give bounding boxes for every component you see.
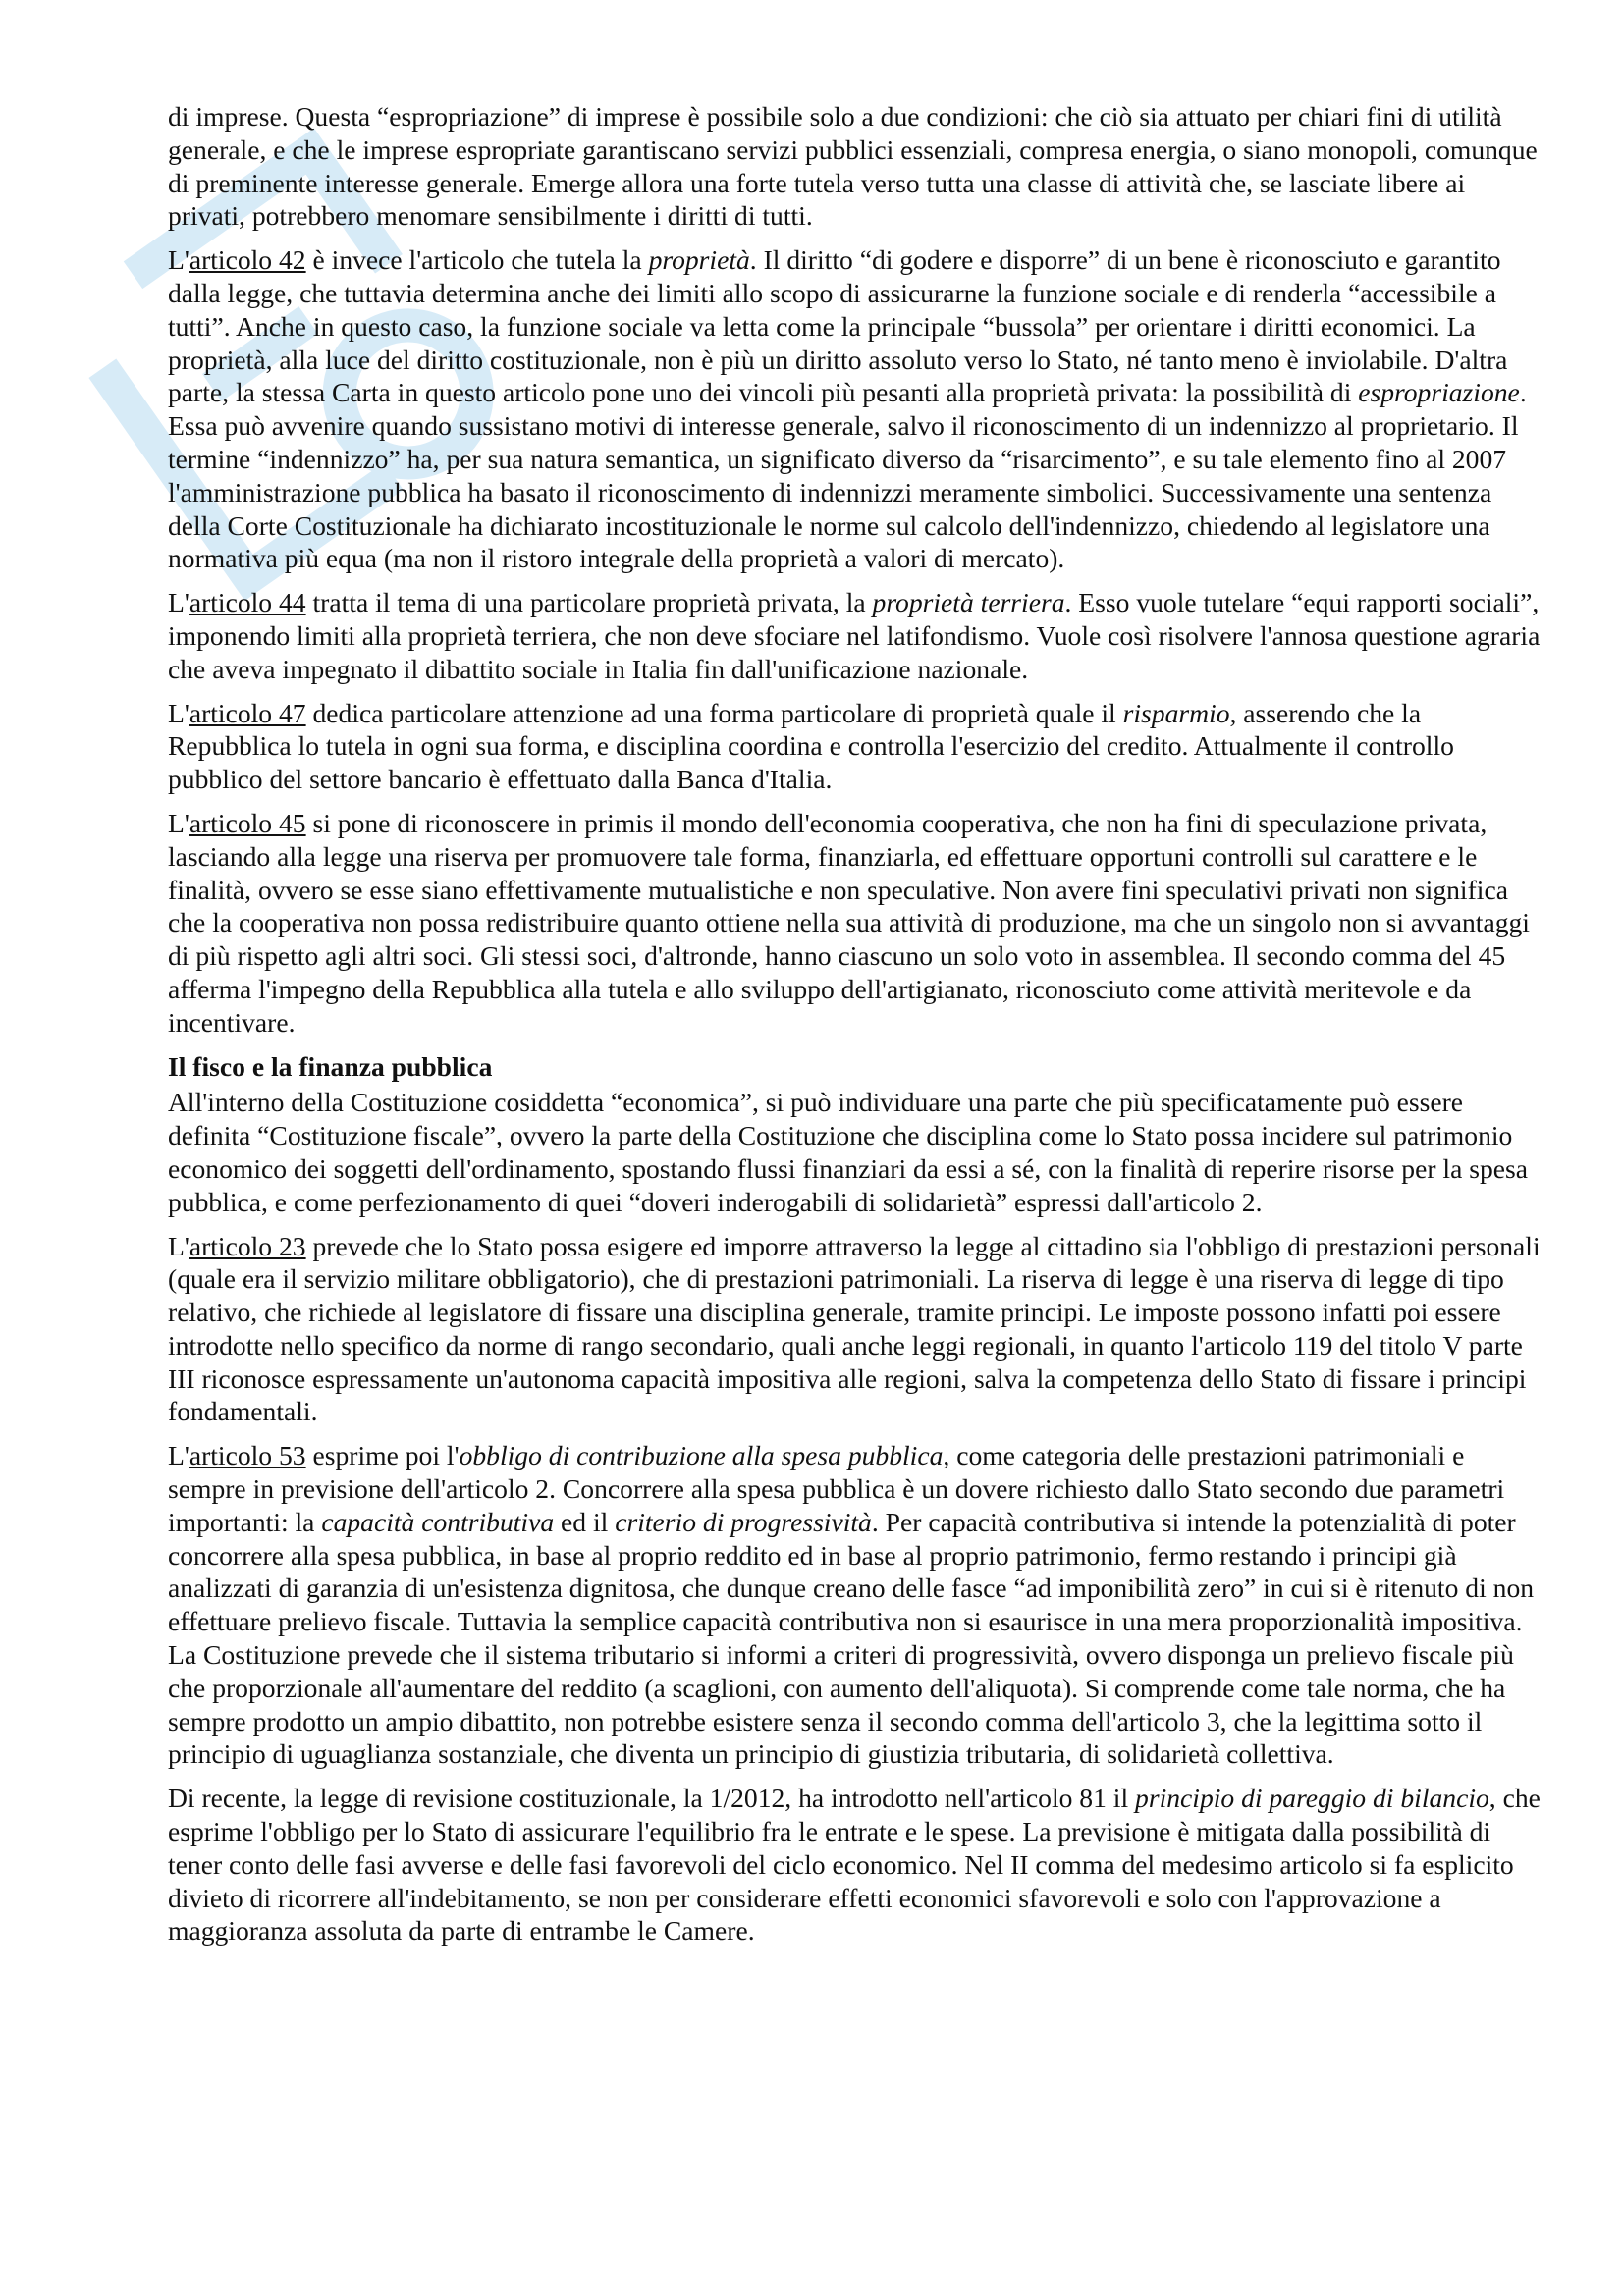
link-articolo-44[interactable]: articolo 44 [189,587,306,618]
paragraph-text: di imprese. Questa “espropriazione” di imprese è possibile solo a due condizioni: che ciò sia attuato per chiari fini di utilità generale, e che le imprese espropriate garantiscano servizi pubblici essenziali, compresa energia, o siano monopoli, comunque di preminente interesse generale. Emerge allora una forte tutela verso tutta una classe di attività che, se lasciate libere ai privati, potrebbero menomare sensibilmente i diritti di tutti. [168,101,1538,232]
text-segment: L' [168,244,189,276]
document-page [168,100,1542,1958]
paragraph-text: All'interno della Costituzione cosiddetta “economica”, si può individuare una parte che più specificatamente può essere definita “Costituzione fiscale”, ovvero la parte della Costituzione che disciplina come lo Stato possa incidere sul patrimonio economico dei soggetti dell'ordinamento, spostando flussi finanziari da essi a sé, con la finalità di reperire risorse per la spesa pubblica, e come perfezionamento di quei “doveri inderogabili di solidarietà” espressi dall'articolo 2. [168,1087,1528,1217]
paragraph-articolo-47 [168,697,1542,796]
paragraph-pareggio-bilancio [168,1782,1542,1948]
text-segment: esprime poi l' [305,1440,460,1471]
text-segment: , che esprime l'obbligo per lo Stato di assicurare l'equilibrio fra le entrate e le spese. La previsione è mitigata dalla possibilità di tener conto delle fasi avverse e delle fasi favorevoli del ciclo economico. Nel II comma del medesimo articolo si fa esplicito divieto di ricorrere all'indebitamento, se non per considerare effetti economici sfavorevoli e solo con l'approvazione a maggioranza assoluta da parte di entrambe le Camere. [168,1783,1541,1947]
paragraph-articolo-53 [168,1439,1542,1771]
emphasis-text: capacità contributiva [321,1506,555,1537]
text-segment: . Il diritto “di godere e disporre” di un bene è riconosciuto e garantito dalla legge, che tuttavia determina anche dei limiti allo scopo di assicurarne la funzione sociale e di renderla “accessibile a tutti”. Anche in questo caso, la funzione sociale va letta come la principale “bussola” per orientare i diritti economici. La proprietà, alla luce del diritto costituzionale, non è più un diritto assoluto verso lo Stato, né tanto meno è inviolabile. D'altra parte, la stessa Carta in questo articolo pone uno dei vincoli più pesanti alla proprietà privata: la possibilità di [168,244,1508,408]
paragraph-1 [168,100,1542,233]
paragraph-articolo-42 [168,243,1542,575]
text-segment: , asserendo che la Repubblica lo tutela in ogni sua forma, e disciplina coordina e controlla l'esercizio del credito. Attualmente il controllo pubblico del settore bancario è effettuato dalla Banca d'Italia. [168,697,1454,795]
link-articolo-47[interactable]: articolo 47 [189,697,306,728]
text-segment: tratta il tema di una particolare proprietà privata, la [305,587,873,618]
emphasis-text: criterio di progressività [615,1506,872,1537]
text-segment: Di recente, la legge di revisione costituzionale, la 1/2012, ha introdotto nell'articolo 81 il [168,1783,1136,1814]
text-segment: . Per capacità contributiva si intende la potenzialità di poter concorrere alla spesa pubblica, in base al proprio reddito ed in base al proprio patrimonio, fermo restando i principi già analizzati di garanzia di un'esistenza dignitosa, che dunque creano delle fasce “ad imponibilità zero” in cui si è ritenuto di non effettuare prelievo fiscale. Tuttavia la semplice capacità contributiva non si esaurisce in una mera proporzionalità impositiva. La Costituzione prevede che il sistema tributario si informi a criteri di progressività, ovvero disponga un prelievo fiscale più che proporzionale all'aumentare del reddito (a scaglioni, con aumento dell'aliquota). Si comprende come tale norma, che ha sempre prodotto un ampio dibattito, non potrebbe esistere senza il secondo comma dell'articolo 3, che la legittima sotto il principio di uguaglianza sostanziale, che diventa un principio di giustizia tributaria, di solidarietà collettiva. [168,1506,1535,1770]
text-segment: . Essa può avvenire quando sussistano motivi di interesse generale, salvo il riconoscimento di un indennizzo al proprietario. Il termine “indennizzo” ha, per sua natura semantica, un significato diverso da “risarcimento”, e su tale elemento fino al 2007 l'amministrazione pubblica ha basato il riconoscimento di indennizzi meramente simbolici. Successivamente una sentenza della Corte Costituzionale ha dichiarato incostituzionale le norme sul calcolo dell'indennizzo, chiedendo al legislatore una normativa più equa (ma non il ristoro integrale della proprietà a valori di mercato). [168,377,1527,574]
text-segment: si pone di riconoscere in primis il mondo dell'economia cooperativa, che non ha fini di speculazione privata, lasciando alla legge una riserva per promuovere tale forma, finanziarla, ed effettuare opportuni controlli sul carattere e le finalità, ovvero se esse siano effettivamente mutualistiche e non speculative. Non avere fini speculativi privati non significa che la cooperativa non possa redistribuire quanto ottiene nella sua attività di produzione, ma che un singolo non si avvantaggi di più rispetto agli altri soci. Gli stessi soci, d'altronde, hanno ciascuno un solo voto in assemblea. Il secondo comma del 45 afferma l'impegno della Repubblica alla tutela e allo sviluppo dell'artigianato, riconosciuto come attività meritevole e da incentivare. [168,807,1530,1038]
emphasis-text: principio di pareggio di bilancio [1135,1783,1489,1814]
link-articolo-45[interactable]: articolo 45 [189,807,306,838]
paragraph-articolo-23 [168,1230,1542,1429]
text-segment: L' [168,807,189,838]
emphasis-text: proprietà [648,244,750,276]
text-segment: ed il [554,1506,616,1537]
emphasis-text: obbligo di contribuzione alla spesa pubblica [459,1440,944,1471]
section-heading: Il fisco e la finanza pubblica [168,1050,493,1082]
emphasis-text: risparmio [1122,697,1230,728]
text-segment: L' [168,1440,189,1471]
text-segment: dedica particolare attenzione ad una forma particolare di proprietà quale il [305,697,1123,728]
text-segment: è invece l'articolo che tutela la [305,244,649,276]
link-articolo-53[interactable]: articolo 53 [189,1440,306,1471]
link-articolo-23[interactable]: articolo 23 [189,1230,306,1261]
emphasis-text: proprietà terriera [872,587,1065,618]
paragraph-costituzione-fiscale [168,1086,1542,1218]
text-segment: , come categoria delle prestazioni patrimoniali e sempre in previsione dell'articolo 2. Concorrere alla spesa pubblica è un dovere richiesto dallo Stato secondo due parametri importanti: la [168,1440,1505,1537]
link-articolo-42[interactable]: articolo 42 [189,244,306,276]
paragraph-articolo-44 [168,586,1542,685]
text-segment: . Esso vuole tutelare “equi rapporti sociali”, imponendo limiti alla proprietà terriera, che non deve sfociare nel latifondismo. Vuole così risolvere l'annosa questione agraria che aveva impegnato il dibattito sociale in Italia fin dall'unificazione nazionale. [168,587,1541,684]
text-segment: L' [168,587,189,618]
paragraph-articolo-45 [168,807,1542,1040]
text-segment: L' [168,697,189,728]
text-segment: L' [168,1230,189,1261]
emphasis-text: espropriazione [1358,377,1520,408]
text-segment: prevede che lo Stato possa esigere ed imporre attraverso la legge al cittadino sia l'obbligo di prestazioni personali (quale era il servizio militare obbligatorio), che di prestazioni patrimoniali. La riserva di legge è una riserva di legge di tipo relativo, che richiede al legislatore di fissare una disciplina generale, tramite principi. Le imposte possono infatti poi essere introdotte nello specifico da norme di rango secondario, quali anche leggi regionali, in quanto l'articolo 119 del titolo V parte III riconosce espressamente un'autonoma capacità impositiva alle regioni, salva la competenza dello Stato di fissare i principi fondamentali. [168,1230,1541,1427]
